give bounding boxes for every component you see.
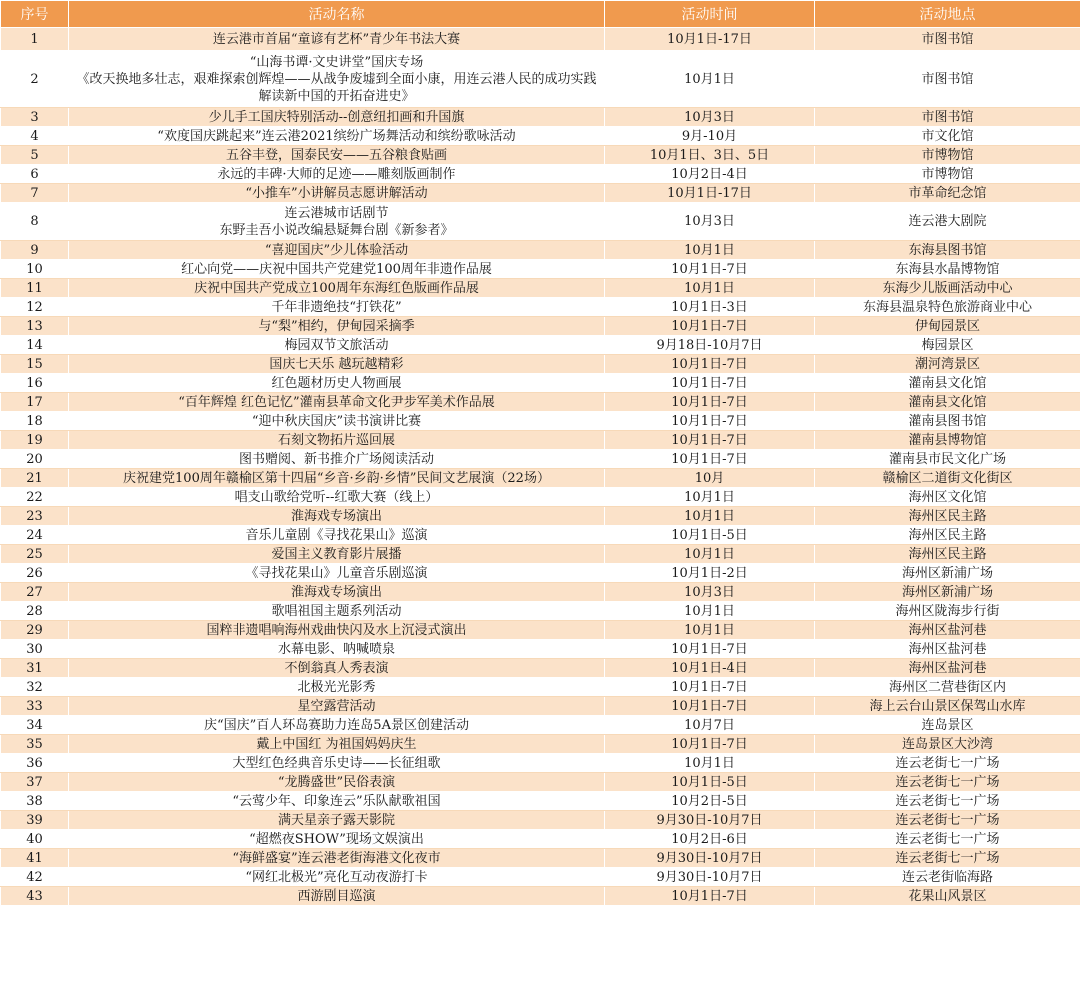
activity-time: 10月1日-7日: [605, 431, 815, 450]
table-row: [1, 146, 1080, 165]
row-number: 10: [1, 260, 69, 279]
activity-name: 庆“国庆”百人环岛赛助力连岛5A景区创建活动: [69, 716, 605, 735]
activity-name: 西游剧目巡演: [69, 887, 605, 906]
activity-name: 连云港市首届“童谚有艺杯”青少年书法大赛: [69, 28, 605, 51]
row-number: 8: [1, 203, 69, 241]
activity-time: 10月1日-7日: [605, 317, 815, 336]
activity-time: 10月7日: [605, 716, 815, 735]
row-number: 13: [1, 317, 69, 336]
activity-place: 花果山风景区: [815, 887, 1080, 906]
activity-name: “欢度国庆跳起来”连云港2021缤纷广场舞活动和缤纷歌咏活动: [69, 127, 605, 146]
activity-place: 海州区陇海步行街: [815, 602, 1080, 621]
table-row: [1, 526, 1080, 545]
activity-place: 市图书馆: [815, 51, 1080, 108]
activity-time: 9月30日-10月7日: [605, 849, 815, 868]
activity-place: 海州区二营巷街区内: [815, 678, 1080, 697]
activity-time: 10月1日: [605, 279, 815, 298]
row-number: 20: [1, 450, 69, 469]
activity-time: 10月1日-5日: [605, 526, 815, 545]
activity-place: 海州区民主路: [815, 526, 1080, 545]
activity-name: 淮海戏专场演出: [69, 583, 605, 602]
activity-place: 市博物馆: [815, 146, 1080, 165]
table-row: [1, 165, 1080, 184]
activity-time: 10月1日-4日: [605, 659, 815, 678]
table-row: [1, 849, 1080, 868]
activity-place: 伊甸园景区: [815, 317, 1080, 336]
activity-name: 《寻找花果山》儿童音乐剧巡演: [69, 564, 605, 583]
activity-name: “云莺少年、印象连云”乐队献歌祖国: [69, 792, 605, 811]
activity-name: 水幕电影、呐喊喷泉: [69, 640, 605, 659]
table-row: [1, 469, 1080, 488]
activity-name: “龙腾盛世”民俗表演: [69, 773, 605, 792]
row-number: 24: [1, 526, 69, 545]
activity-time: 10月1日: [605, 507, 815, 526]
activity-time: 10月1日: [605, 51, 815, 108]
activity-place: 连云港大剧院: [815, 203, 1080, 241]
activity-name: 戴上中国红 为祖国妈妈庆生: [69, 735, 605, 754]
row-number: 1: [1, 28, 69, 51]
activity-name: 音乐儿童剧《寻找花果山》巡演: [69, 526, 605, 545]
activity-name: “超燃夜SHOW”现场文娱演出: [69, 830, 605, 849]
activity-name: 星空露营活动: [69, 697, 605, 716]
table-row: [1, 868, 1080, 887]
activity-name: 千年非遗绝技“打铁花”: [69, 298, 605, 317]
table-row: [1, 108, 1080, 127]
activity-name: “网红北极光”亮化互动夜游打卡: [69, 868, 605, 887]
activity-name: 爱国主义教育影片展播: [69, 545, 605, 564]
table-row: [1, 773, 1080, 792]
row-number: 3: [1, 108, 69, 127]
activity-time: 10月1日-7日: [605, 735, 815, 754]
activity-name: 歌唱祖国主题系列活动: [69, 602, 605, 621]
table-row: [1, 678, 1080, 697]
row-number: 37: [1, 773, 69, 792]
activity-place: 连云老街七一广场: [815, 754, 1080, 773]
row-number: 30: [1, 640, 69, 659]
row-number: 38: [1, 792, 69, 811]
row-number: 21: [1, 469, 69, 488]
table-row: [1, 545, 1080, 564]
table-row: [1, 127, 1080, 146]
activity-name: 与“梨”相约，伊甸园采摘季: [69, 317, 605, 336]
activity-name: 国庆七天乐 越玩越精彩: [69, 355, 605, 374]
activity-time: 10月1日、3日、5日: [605, 146, 815, 165]
table-row: [1, 412, 1080, 431]
activity-place: 市图书馆: [815, 108, 1080, 127]
table-row: [1, 336, 1080, 355]
row-number: 32: [1, 678, 69, 697]
activity-time: 10月1日-7日: [605, 393, 815, 412]
activity-name: 大型红色经典音乐史诗——长征组歌: [69, 754, 605, 773]
activity-place: 连云老街七一广场: [815, 830, 1080, 849]
activity-time: 9月30日-10月7日: [605, 811, 815, 830]
table-row: [1, 887, 1080, 906]
activity-name: 石刻文物拓片巡回展: [69, 431, 605, 450]
activity-name: 庆祝中国共产党成立100周年东海红色版画作品展: [69, 279, 605, 298]
activity-name: 连云港城市话剧节 东野圭吾小说改编悬疑舞台剧《新参者》: [69, 203, 605, 241]
table-row: [1, 317, 1080, 336]
row-number: 26: [1, 564, 69, 583]
header-activity-place: 活动地点: [815, 1, 1080, 28]
activity-place: 海州区新浦广场: [815, 564, 1080, 583]
row-number: 14: [1, 336, 69, 355]
row-number: 29: [1, 621, 69, 640]
table-body: [1, 28, 1080, 906]
activity-place: 市博物馆: [815, 165, 1080, 184]
activity-time: 10月3日: [605, 583, 815, 602]
table-row: [1, 716, 1080, 735]
row-number: 41: [1, 849, 69, 868]
activity-time: 9月-10月: [605, 127, 815, 146]
activity-time: 10月1日-7日: [605, 678, 815, 697]
table-row: [1, 640, 1080, 659]
activity-name: 唱支山歌给党听--红歌大赛（线上）: [69, 488, 605, 507]
activity-place: 海州区文化馆: [815, 488, 1080, 507]
activity-name: 永远的丰碑·大师的足迹——雕刻版画制作: [69, 165, 605, 184]
activity-place: 连云老街七一广场: [815, 811, 1080, 830]
row-number: 18: [1, 412, 69, 431]
activity-time: 10月1日-7日: [605, 412, 815, 431]
activity-time: 10月1日: [605, 241, 815, 260]
activity-name: “喜迎国庆”少儿体验活动: [69, 241, 605, 260]
activity-place: 市图书馆: [815, 28, 1080, 51]
activity-name: 图书赠阅、新书推介广场阅读活动: [69, 450, 605, 469]
row-number: 35: [1, 735, 69, 754]
activity-time: 10月2日-4日: [605, 165, 815, 184]
activity-time: 10月1日-17日: [605, 184, 815, 203]
activity-place: 海州区民主路: [815, 545, 1080, 564]
table-row: [1, 830, 1080, 849]
activity-name: 梅园双节文旅活动: [69, 336, 605, 355]
row-number: 19: [1, 431, 69, 450]
header-activity-time: 活动时间: [605, 1, 815, 28]
table-row: [1, 735, 1080, 754]
activity-name: 淮海戏专场演出: [69, 507, 605, 526]
row-number: 23: [1, 507, 69, 526]
row-number: 15: [1, 355, 69, 374]
row-number: 6: [1, 165, 69, 184]
activity-time: 10月3日: [605, 203, 815, 241]
activity-name: 红心向党——庆祝中国共产党建党100周年非遗作品展: [69, 260, 605, 279]
activity-time: 10月1日-17日: [605, 28, 815, 51]
row-number: 17: [1, 393, 69, 412]
activity-time: 10月1日: [605, 488, 815, 507]
activity-place: 市革命纪念馆: [815, 184, 1080, 203]
row-number: 31: [1, 659, 69, 678]
activity-time: 10月1日-7日: [605, 355, 815, 374]
table-row: [1, 811, 1080, 830]
row-number: 33: [1, 697, 69, 716]
activity-place: 赣榆区二道街文化街区: [815, 469, 1080, 488]
header-activity-name: 活动名称: [69, 1, 605, 28]
activity-time: 9月30日-10月7日: [605, 868, 815, 887]
activity-place: 连岛景区大沙湾: [815, 735, 1080, 754]
header-row: [1, 1, 1080, 28]
activity-place: 东海县图书馆: [815, 241, 1080, 260]
header-number: 序号: [1, 1, 69, 28]
activity-time: 10月2日-5日: [605, 792, 815, 811]
table-row: [1, 51, 1080, 108]
activity-place: 连岛景区: [815, 716, 1080, 735]
row-number: 42: [1, 868, 69, 887]
activity-place: 海州区盐河巷: [815, 659, 1080, 678]
activity-time: 10月: [605, 469, 815, 488]
row-number: 39: [1, 811, 69, 830]
table-row: [1, 792, 1080, 811]
activity-place: 灌南县文化馆: [815, 374, 1080, 393]
activity-name: 少儿手工国庆特别活动--创意纽扣画和升国旗: [69, 108, 605, 127]
activity-name: “小推车”小讲解员志愿讲解活动: [69, 184, 605, 203]
row-number: 34: [1, 716, 69, 735]
row-number: 40: [1, 830, 69, 849]
activity-place: 梅园景区: [815, 336, 1080, 355]
table-row: [1, 203, 1080, 241]
activity-time: 10月2日-6日: [605, 830, 815, 849]
activity-place: 灌南县文化馆: [815, 393, 1080, 412]
activity-place: 海州区盐河巷: [815, 621, 1080, 640]
table-row: [1, 393, 1080, 412]
activity-place: 海上云台山景区保驾山水库: [815, 697, 1080, 716]
activity-time: 9月18日-10月7日: [605, 336, 815, 355]
activity-place: 东海县温泉特色旅游商业中心: [815, 298, 1080, 317]
activity-place: 连云老街七一广场: [815, 792, 1080, 811]
table-row: [1, 184, 1080, 203]
activity-place: 连云老街七一广场: [815, 849, 1080, 868]
table-row: [1, 279, 1080, 298]
table-row: [1, 754, 1080, 773]
table-row: [1, 602, 1080, 621]
activity-time: 10月1日-7日: [605, 374, 815, 393]
activity-place: 连云老街临海路: [815, 868, 1080, 887]
activity-place: 海州区民主路: [815, 507, 1080, 526]
activity-place: 灌南县博物馆: [815, 431, 1080, 450]
row-number: 2: [1, 51, 69, 108]
activity-time: 10月1日-7日: [605, 697, 815, 716]
row-number: 9: [1, 241, 69, 260]
activity-place: 东海少儿版画活动中心: [815, 279, 1080, 298]
row-number: 27: [1, 583, 69, 602]
activity-name: “山海书谭·文史讲堂”国庆专场 《改天换地多壮志，艰难探索创辉煌——从战争废墟到全面小康，用连云港人民的成功实践解读新中国的开拓奋进史》: [69, 51, 605, 108]
activity-time: 10月1日-2日: [605, 564, 815, 583]
row-number: 5: [1, 146, 69, 165]
activity-time: 10月1日: [605, 545, 815, 564]
activity-name: 五谷丰登，国泰民安——五谷粮食贴画: [69, 146, 605, 165]
activity-name: “百年辉煌 红色记忆”灌南县革命文化尹步军美术作品展: [69, 393, 605, 412]
table-row: [1, 507, 1080, 526]
activity-place: 海州区新浦广场: [815, 583, 1080, 602]
row-number: 11: [1, 279, 69, 298]
table-row: [1, 260, 1080, 279]
table-row: [1, 355, 1080, 374]
activity-place: 潮河湾景区: [815, 355, 1080, 374]
activity-name: 满天星亲子露天影院: [69, 811, 605, 830]
activity-time: 10月1日-7日: [605, 450, 815, 469]
activity-name: 红色题材历史人物画展: [69, 374, 605, 393]
row-number: 16: [1, 374, 69, 393]
row-number: 4: [1, 127, 69, 146]
activity-time: 10月1日-5日: [605, 773, 815, 792]
row-number: 12: [1, 298, 69, 317]
table-row: [1, 431, 1080, 450]
table-row: [1, 697, 1080, 716]
activity-time: 10月1日: [605, 621, 815, 640]
activity-name: 不倒翁真人秀表演: [69, 659, 605, 678]
table-row: [1, 659, 1080, 678]
table-row: [1, 28, 1080, 51]
row-number: 36: [1, 754, 69, 773]
table-row: [1, 241, 1080, 260]
activity-name: “海鲜盛宴”连云港老街海港文化夜市: [69, 849, 605, 868]
row-number: 43: [1, 887, 69, 906]
row-number: 28: [1, 602, 69, 621]
table-row: [1, 621, 1080, 640]
activity-time: 10月1日-3日: [605, 298, 815, 317]
activity-name: 国粹非遗唱响海州戏曲快闪及水上沉浸式演出: [69, 621, 605, 640]
activity-time: 10月1日-7日: [605, 260, 815, 279]
table-row: [1, 298, 1080, 317]
row-number: 22: [1, 488, 69, 507]
table-row: [1, 564, 1080, 583]
activity-name: “迎中秋庆国庆”读书演讲比赛: [69, 412, 605, 431]
table-row: [1, 488, 1080, 507]
activity-place: 东海县水晶博物馆: [815, 260, 1080, 279]
activity-place: 灌南县图书馆: [815, 412, 1080, 431]
activity-time: 10月1日-7日: [605, 640, 815, 659]
table-row: [1, 450, 1080, 469]
activity-time: 10月1日-7日: [605, 887, 815, 906]
activity-place: 连云老街七一广场: [815, 773, 1080, 792]
activity-time: 10月1日: [605, 602, 815, 621]
activity-place: 海州区盐河巷: [815, 640, 1080, 659]
activity-name: 北极光光影秀: [69, 678, 605, 697]
table-row: [1, 583, 1080, 602]
activity-place: 灌南县市民文化广场: [815, 450, 1080, 469]
activity-name: 庆祝建党100周年赣榆区第十四届“乡音·乡韵·乡情”民间文艺展演（22场）: [69, 469, 605, 488]
row-number: 7: [1, 184, 69, 203]
table-row: [1, 374, 1080, 393]
activity-time: 10月3日: [605, 108, 815, 127]
row-number: 25: [1, 545, 69, 564]
activity-time: 10月1日: [605, 754, 815, 773]
activity-place: 市文化馆: [815, 127, 1080, 146]
